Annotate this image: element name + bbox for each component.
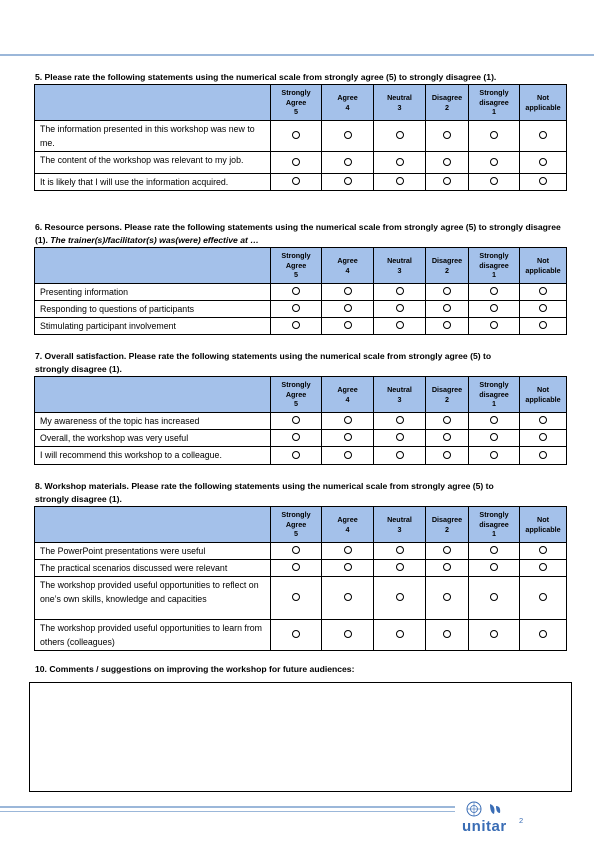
- rating-cell: [322, 174, 374, 191]
- scale-header: [520, 85, 567, 121]
- rating-cell: [374, 620, 426, 651]
- scale-header-line: Not: [537, 93, 549, 102]
- scale-header-line: 3: [397, 265, 402, 275]
- rating-radio[interactable]: [344, 546, 352, 554]
- scale-header: [374, 507, 426, 543]
- rating-cell: [322, 577, 374, 620]
- rating-radio[interactable]: [292, 304, 300, 312]
- rating-radio[interactable]: [539, 321, 547, 329]
- scale-header-line: 3: [397, 524, 402, 534]
- scale-header-line: 1: [492, 270, 496, 280]
- rating-radio[interactable]: [539, 563, 547, 571]
- rating-radio[interactable]: [539, 177, 547, 185]
- rating-radio[interactable]: [490, 416, 498, 424]
- rating-cell: [374, 152, 426, 174]
- rating-cell: [322, 413, 374, 430]
- rating-radio[interactable]: [396, 563, 404, 571]
- rating-cell: [322, 560, 374, 577]
- scale-header-line: applicable: [525, 265, 561, 275]
- rating-cell: [271, 577, 322, 620]
- scale-header: [322, 248, 374, 284]
- rating-cell: [374, 174, 426, 191]
- scale-header-line: Agree: [285, 519, 307, 529]
- rating-cell: [520, 152, 567, 174]
- scale-header-line: 4: [345, 265, 350, 275]
- rating-radio[interactable]: [443, 546, 451, 554]
- rating-radio[interactable]: [292, 287, 300, 295]
- scale-header-row: [35, 85, 567, 121]
- scale-header-line: disagree: [479, 97, 509, 107]
- rating-radio[interactable]: [539, 416, 547, 424]
- logo-wordmark: unitar: [462, 818, 507, 835]
- rating-cell: [374, 121, 426, 152]
- scale-header-line: 1: [492, 399, 496, 409]
- scale-header: [374, 85, 426, 121]
- rating-radio[interactable]: [396, 593, 404, 601]
- rating-cell: [520, 174, 567, 191]
- table-row: [35, 620, 567, 651]
- rating-cell: [322, 121, 374, 152]
- table-row: [35, 543, 567, 560]
- scale-header: [520, 248, 567, 284]
- statement-label: Stimulating participant involvement: [35, 318, 271, 335]
- statement-label: The practical scenarios discussed were relevant: [35, 560, 271, 577]
- rating-cell: [271, 413, 322, 430]
- scale-header-line: disagree: [479, 389, 509, 399]
- statement-label: My awareness of the topic has increased: [35, 413, 271, 430]
- scale-header-line: Neutral: [387, 385, 412, 394]
- rating-table: [34, 376, 567, 465]
- scale-header-line: 4: [345, 102, 350, 112]
- rating-cell: [469, 413, 520, 430]
- rating-cell: [469, 284, 520, 301]
- rating-radio[interactable]: [539, 287, 547, 295]
- scale-header: [271, 507, 322, 543]
- rating-radio[interactable]: [490, 451, 498, 459]
- question-6-title: [35, 221, 567, 247]
- scale-header-line: Agree: [285, 389, 307, 399]
- rating-radio[interactable]: [292, 563, 300, 571]
- scale-header-line: applicable: [525, 102, 561, 112]
- rating-radio[interactable]: [292, 131, 300, 139]
- scale-header: [426, 248, 469, 284]
- question-6-title-italic: The trainer(s)/facilitator(s) was(were) effective at …: [50, 235, 259, 245]
- rating-cell: [271, 318, 322, 335]
- scale-header: [322, 377, 374, 413]
- rating-radio[interactable]: [396, 416, 404, 424]
- rating-cell: [374, 430, 426, 447]
- scale-header-line: 5: [294, 529, 298, 539]
- table-row: [35, 413, 567, 430]
- rating-radio[interactable]: [396, 304, 404, 312]
- unitar-logo: [460, 800, 512, 834]
- scale-header-row: [35, 248, 567, 284]
- rating-cell: [520, 430, 567, 447]
- scale-header: [469, 377, 520, 413]
- scale-header-line: 2: [445, 102, 449, 112]
- rating-cell: [469, 121, 520, 152]
- rating-radio[interactable]: [443, 158, 451, 166]
- rating-cell: [520, 301, 567, 318]
- statement-label: It is likely that I will use the information acquired.: [35, 174, 271, 191]
- scale-header-line: 4: [345, 394, 350, 404]
- rating-cell: [322, 430, 374, 447]
- rating-cell: [426, 301, 469, 318]
- rating-cell: [374, 543, 426, 560]
- rating-cell: [322, 447, 374, 465]
- rating-cell: [271, 301, 322, 318]
- rating-cell: [520, 560, 567, 577]
- scale-header: [322, 507, 374, 543]
- scale-header-line: Neutral: [387, 256, 412, 265]
- rating-radio[interactable]: [490, 546, 498, 554]
- question-6-title-text: 6. Resource persons. Please rate the following statements using the numerical scale from strongly agree (5) to strongly disagree (1).: [35, 222, 561, 245]
- rating-radio[interactable]: [490, 131, 498, 139]
- rating-radio[interactable]: [344, 177, 352, 185]
- statement-label: The content of the workshop was relevant to my job.: [35, 152, 271, 174]
- rating-cell: [426, 577, 469, 620]
- rating-radio[interactable]: [396, 451, 404, 459]
- scale-header-line: Strongly: [281, 380, 311, 390]
- rating-radio[interactable]: [443, 433, 451, 441]
- rating-radio[interactable]: [539, 630, 547, 638]
- rating-radio[interactable]: [490, 304, 498, 312]
- header-blank-cell: [35, 507, 271, 543]
- scale-header-line: 1: [492, 529, 496, 539]
- rating-radio[interactable]: [292, 177, 300, 185]
- header-blank-cell: [35, 248, 271, 284]
- statement-label: The PowerPoint presentations were useful: [35, 543, 271, 560]
- rating-radio[interactable]: [443, 630, 451, 638]
- rating-cell: [271, 174, 322, 191]
- statement-label: Responding to questions of participants: [35, 301, 271, 318]
- scale-header-line: Neutral: [387, 93, 412, 102]
- scale-header-line: Agree: [337, 515, 358, 524]
- rating-cell: [374, 560, 426, 577]
- scale-header-line: Disagree: [431, 256, 463, 265]
- scale-header-line: 2: [445, 265, 449, 275]
- rating-radio[interactable]: [490, 563, 498, 571]
- rating-radio[interactable]: [292, 433, 300, 441]
- scale-header: [520, 507, 567, 543]
- scale-header-line: Agree: [285, 260, 307, 270]
- top-divider: [0, 54, 594, 56]
- rating-radio[interactable]: [292, 158, 300, 166]
- rating-cell: [469, 430, 520, 447]
- rating-radio[interactable]: [396, 321, 404, 329]
- rating-radio[interactable]: [344, 451, 352, 459]
- rating-radio[interactable]: [490, 177, 498, 185]
- header-blank-cell: [35, 85, 271, 121]
- scale-header-line: Strongly: [479, 88, 509, 98]
- scale-header-line: Not: [537, 385, 549, 394]
- table-row: [35, 560, 567, 577]
- rating-cell: [520, 121, 567, 152]
- scale-header-line: Not: [537, 256, 549, 265]
- rating-cell: [469, 543, 520, 560]
- table-row: [35, 447, 567, 465]
- scale-header: [271, 248, 322, 284]
- rating-cell: [322, 152, 374, 174]
- scale-header-line: 2: [445, 524, 449, 534]
- rating-radio[interactable]: [396, 131, 404, 139]
- rating-cell: [469, 174, 520, 191]
- rating-radio[interactable]: [443, 563, 451, 571]
- rating-table: [34, 84, 567, 191]
- rating-radio[interactable]: [490, 433, 498, 441]
- question-10-title: 10. Comments / suggestions on improving the workshop for future audiences:: [35, 664, 355, 674]
- scale-header-line: 1: [492, 107, 496, 117]
- scale-header-line: Strongly: [281, 88, 311, 98]
- rating-radio[interactable]: [443, 287, 451, 295]
- scale-header-line: 5: [294, 270, 298, 280]
- scale-header: [469, 507, 520, 543]
- rating-radio[interactable]: [292, 593, 300, 601]
- scale-header-line: 3: [397, 394, 402, 404]
- rating-radio[interactable]: [344, 158, 352, 166]
- rating-radio[interactable]: [396, 177, 404, 185]
- rating-radio[interactable]: [443, 304, 451, 312]
- scale-header: [374, 377, 426, 413]
- rating-table: [34, 247, 567, 335]
- rating-radio[interactable]: [443, 416, 451, 424]
- rating-cell: [322, 543, 374, 560]
- scale-header-line: 2: [445, 394, 449, 404]
- question-8-title: 8. Workshop materials. Please rate the following statements using the numerical scale from strongly agree (5) to strongly disagree (1).: [35, 481, 494, 504]
- question-5-title: 5. Please rate the following statements using the numerical scale from strongly agree (5) to strongly disagree (1).: [35, 72, 497, 82]
- table-row: [35, 301, 567, 318]
- rating-radio[interactable]: [539, 304, 547, 312]
- rating-radio[interactable]: [396, 546, 404, 554]
- scale-header-row: [35, 377, 567, 413]
- scale-header-line: disagree: [479, 519, 509, 529]
- scale-header: [469, 85, 520, 121]
- rating-cell: [322, 318, 374, 335]
- scale-header-line: Disagree: [431, 515, 463, 524]
- rating-radio[interactable]: [490, 593, 498, 601]
- scale-header-line: Agree: [337, 256, 358, 265]
- table-row: [35, 318, 567, 335]
- rating-cell: [426, 447, 469, 465]
- statement-label: I will recommend this workshop to a colleague.: [35, 447, 271, 465]
- question-6: [34, 221, 566, 335]
- table-row: [35, 152, 567, 174]
- statement-label: Overall, the workshop was very useful: [35, 430, 271, 447]
- rating-cell: [469, 620, 520, 651]
- rating-cell: [271, 560, 322, 577]
- rating-radio[interactable]: [443, 593, 451, 601]
- rating-cell: [469, 447, 520, 465]
- rating-cell: [520, 577, 567, 620]
- rating-cell: [374, 318, 426, 335]
- page-number: 2: [519, 816, 524, 825]
- rating-cell: [520, 413, 567, 430]
- statement-label: The workshop provided useful opportunities to reflect on one’s own skills, knowledge and capacities: [35, 577, 271, 620]
- scale-header-line: 4: [345, 524, 350, 534]
- question-5: [34, 71, 566, 191]
- rating-cell: [426, 284, 469, 301]
- header-blank-cell: [35, 377, 271, 413]
- scale-header: [271, 377, 322, 413]
- scale-header-line: 5: [294, 399, 298, 409]
- scale-header-line: Disagree: [431, 385, 463, 394]
- rating-radio[interactable]: [344, 563, 352, 571]
- rating-radio[interactable]: [443, 321, 451, 329]
- scale-header-line: Strongly: [479, 251, 509, 261]
- scale-header-line: applicable: [525, 524, 561, 534]
- comments-textbox[interactable]: [29, 682, 572, 792]
- scale-header-row: [35, 507, 567, 543]
- rating-radio[interactable]: [490, 158, 498, 166]
- rating-cell: [271, 620, 322, 651]
- rating-radio[interactable]: [490, 630, 498, 638]
- table-row: [35, 121, 567, 152]
- footer-divider: [0, 806, 455, 808]
- rating-cell: [520, 284, 567, 301]
- rating-cell: [426, 174, 469, 191]
- rating-cell: [469, 152, 520, 174]
- scale-header-line: Disagree: [431, 93, 463, 102]
- rating-cell: [271, 447, 322, 465]
- rating-radio[interactable]: [539, 131, 547, 139]
- rating-cell: [520, 543, 567, 560]
- rating-cell: [271, 152, 322, 174]
- rating-cell: [469, 318, 520, 335]
- scale-header-line: Strongly: [281, 251, 311, 261]
- scale-header: [426, 85, 469, 121]
- rating-radio[interactable]: [443, 177, 451, 185]
- rating-cell: [469, 560, 520, 577]
- scale-header: [426, 377, 469, 413]
- rating-cell: [322, 620, 374, 651]
- rating-cell: [322, 284, 374, 301]
- rating-cell: [271, 543, 322, 560]
- scale-header-line: Neutral: [387, 515, 412, 524]
- rating-cell: [271, 430, 322, 447]
- scale-header-line: Strongly: [479, 380, 509, 390]
- statement-label: Presenting information: [35, 284, 271, 301]
- rating-cell: [374, 577, 426, 620]
- rating-cell: [374, 413, 426, 430]
- rating-radio[interactable]: [344, 416, 352, 424]
- scale-header: [469, 248, 520, 284]
- scale-header-line: Strongly: [479, 510, 509, 520]
- rating-radio[interactable]: [344, 131, 352, 139]
- rating-radio[interactable]: [292, 416, 300, 424]
- table-row: [35, 430, 567, 447]
- scale-header-line: Not: [537, 515, 549, 524]
- scale-header-line: Agree: [285, 97, 307, 107]
- rating-radio[interactable]: [292, 321, 300, 329]
- rating-radio[interactable]: [344, 630, 352, 638]
- table-row: [35, 174, 567, 191]
- rating-cell: [374, 301, 426, 318]
- scale-header-line: disagree: [479, 260, 509, 270]
- rating-radio[interactable]: [344, 321, 352, 329]
- scale-header: [520, 377, 567, 413]
- rating-radio[interactable]: [396, 433, 404, 441]
- rating-radio[interactable]: [443, 131, 451, 139]
- rating-radio[interactable]: [344, 433, 352, 441]
- rating-radio[interactable]: [292, 546, 300, 554]
- rating-cell: [520, 620, 567, 651]
- question-8: [34, 480, 566, 651]
- rating-radio[interactable]: [539, 593, 547, 601]
- rating-cell: [271, 284, 322, 301]
- question-7-title: 7. Overall satisfaction. Please rate the following statements using the numerical scale from strongly agree (5) to strongly disagree (1).: [35, 351, 492, 374]
- rating-radio[interactable]: [292, 630, 300, 638]
- rating-cell: [426, 543, 469, 560]
- rating-cell: [322, 301, 374, 318]
- rating-radio[interactable]: [396, 630, 404, 638]
- rating-cell: [520, 318, 567, 335]
- rating-cell: [469, 577, 520, 620]
- rating-cell: [426, 121, 469, 152]
- rating-radio[interactable]: [344, 304, 352, 312]
- question-7: [34, 350, 566, 465]
- statement-label: The information presented in this workshop was new to me.: [35, 121, 271, 152]
- scale-header: [426, 507, 469, 543]
- rating-table: [34, 506, 567, 651]
- rating-radio[interactable]: [490, 287, 498, 295]
- rating-radio[interactable]: [539, 158, 547, 166]
- footer-divider-thin: [0, 811, 455, 812]
- rating-radio[interactable]: [344, 593, 352, 601]
- rating-cell: [374, 284, 426, 301]
- table-row: [35, 284, 567, 301]
- scale-header-line: Agree: [337, 385, 358, 394]
- rating-radio[interactable]: [539, 546, 547, 554]
- rating-cell: [426, 620, 469, 651]
- rating-radio[interactable]: [539, 451, 547, 459]
- rating-radio[interactable]: [490, 321, 498, 329]
- rating-radio[interactable]: [344, 287, 352, 295]
- rating-radio[interactable]: [443, 451, 451, 459]
- rating-radio[interactable]: [396, 287, 404, 295]
- rating-cell: [426, 413, 469, 430]
- rating-cell: [426, 318, 469, 335]
- rating-cell: [520, 447, 567, 465]
- scale-header: [271, 85, 322, 121]
- rating-cell: [426, 152, 469, 174]
- question-10: [34, 663, 566, 676]
- rating-cell: [426, 560, 469, 577]
- scale-header: [374, 248, 426, 284]
- rating-cell: [374, 447, 426, 465]
- rating-radio[interactable]: [539, 433, 547, 441]
- scale-header-line: Strongly: [281, 510, 311, 520]
- scale-header-line: applicable: [525, 394, 561, 404]
- rating-cell: [426, 430, 469, 447]
- scale-header-line: 3: [397, 102, 402, 112]
- rating-radio[interactable]: [292, 451, 300, 459]
- rating-cell: [271, 121, 322, 152]
- rating-cell: [469, 301, 520, 318]
- scale-header-line: 5: [294, 107, 298, 117]
- scale-header-line: Agree: [337, 93, 358, 102]
- table-row: [35, 577, 567, 620]
- statement-label: The workshop provided useful opportunities to learn from others (colleagues): [35, 620, 271, 651]
- scale-header: [322, 85, 374, 121]
- rating-radio[interactable]: [396, 158, 404, 166]
